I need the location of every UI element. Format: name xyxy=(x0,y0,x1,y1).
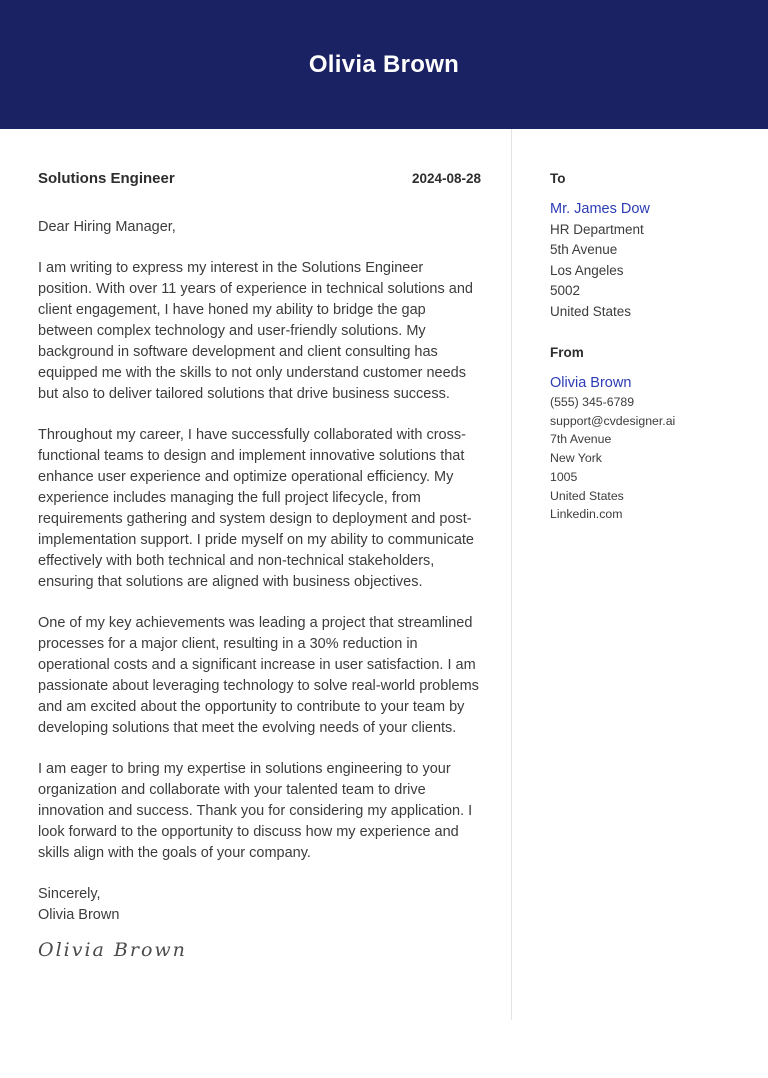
paragraph-closing-intent: I am eager to bring my expertise in solutions engineering to your organization and collaborate with your talented team to drive innovation and success. Thank you for considering my application. I look forward to the opportunity to discuss how my experience and skills align with the goals of your company. xyxy=(38,761,473,861)
sender-country: United States xyxy=(550,488,624,503)
title-row xyxy=(38,170,481,187)
to-section xyxy=(550,170,738,322)
sender-street: 7th Avenue xyxy=(550,432,612,447)
content-area xyxy=(0,129,768,1078)
salutation: Dear Hiring Manager, xyxy=(38,219,176,235)
sender-name-link[interactable]: Olivia Brown xyxy=(550,375,632,392)
sender-phone: (555) 345-6789 xyxy=(550,395,635,410)
sender-linkedin: Linkedin.com xyxy=(550,507,623,522)
recipient-address xyxy=(550,220,738,322)
recipient-name-link[interactable]: Mr. James Dow xyxy=(550,201,650,217)
recipient-zip: 5002 xyxy=(550,283,581,299)
to-heading: To xyxy=(550,171,566,186)
closing-block xyxy=(38,884,481,926)
paragraph-intro: I am writing to express my interest in the Solutions Engineer position. With over 11 years of experience in technical solutions and client engagement, I have honed my ability to bridge the gap between complex technology and user-friendly solutions. My background in software development and client consulting has equipped me with the skills to not only understand customer needs but also to deliver tailored solutions that drive business success. xyxy=(38,260,473,402)
recipient-city: Los Angeles xyxy=(550,262,624,278)
candidate-name-title: Olivia Brown xyxy=(308,50,460,78)
paragraph-achievements: One of my key achievements was leading a project that streamlined processes for a major client, resulting in a 30% reduction in operational costs and a significant increase in user satisfaction. I am passionate about leveraging technology to solve real-world problems and am excited about the opportunity to contribute to your team by developing solutions that meet the evolving needs of your clients. xyxy=(38,615,479,736)
from-heading: From xyxy=(550,345,584,361)
paragraph-experience: Throughout my career, I have successfully collaborated with cross-functional teams to design and implement innovative solutions that enhance user experience and optimize operational efficiency. My experience includes managing the full project lifecycle, from requirements gathering and system design to deployment and post-implementation support. I pride myself on my ability to communicate effectively with both technical and non-technical stakeholders, ensuring that solutions are aligned with business objectives. xyxy=(38,427,474,590)
recipient-country: United States xyxy=(550,303,632,319)
sender-email: support@cvdesigner.ai xyxy=(550,413,676,428)
from-section xyxy=(550,344,738,524)
contact-sidebar xyxy=(512,129,768,1078)
sender-contact-details xyxy=(550,393,738,524)
sender-zip: 1005 xyxy=(550,469,578,484)
recipient-department: HR Department xyxy=(550,222,644,237)
closing-word: Sincerely, xyxy=(38,886,101,902)
sender-city: New York xyxy=(550,451,602,466)
job-title: Solutions Engineer xyxy=(38,170,175,187)
recipient-street: 5th Avenue xyxy=(550,242,618,258)
letter-date: 2024-08-28 xyxy=(411,171,481,186)
signature-script: Olivia Brown xyxy=(38,939,187,961)
letter-header xyxy=(0,0,768,129)
letter-body-column xyxy=(0,129,511,1078)
closing-name: Olivia Brown xyxy=(38,907,120,923)
